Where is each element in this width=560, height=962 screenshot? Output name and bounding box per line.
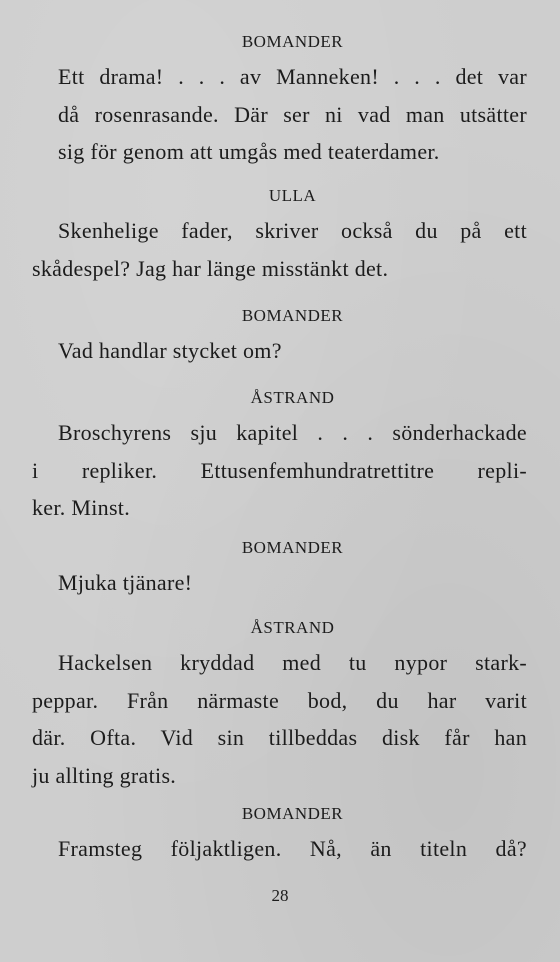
dialogue-line: i repliker. Ettusenfemhundratrettitre repli-: [32, 457, 527, 483]
dialogue-block: [58, 536, 527, 602]
dialogue-block: [32, 184, 527, 287]
speaker-name: ÅSTRAND: [250, 618, 335, 637]
page-number: 28: [271, 886, 289, 905]
dialogue-line: ju allting gratis.: [32, 762, 177, 788]
dialogue-line: då rosenrasande. Där ser ni vad man utsätter: [58, 101, 527, 127]
dialogue-block: [32, 386, 527, 527]
dialogue-line: Mjuka tjänare!: [58, 570, 193, 595]
dialogue-block: [58, 304, 527, 370]
dialogue-line: peppar. Från närmaste bod, du har varit: [32, 687, 527, 713]
speaker-name: BOMANDER: [241, 538, 344, 557]
dialogue-line: Vad handlar stycket om?: [58, 338, 282, 363]
dialogue-block: [32, 616, 527, 794]
dialogue-block: [58, 30, 527, 171]
dialogue-block: [58, 802, 527, 868]
dialogue-line: sig för genom att umgås med teaterdamer.: [58, 139, 440, 164]
dialogue-line: Hackelsen kryddad med tu nypor stark-: [58, 650, 527, 675]
speaker-name: ÅSTRAND: [250, 388, 335, 407]
dialogue-line: där. Ofta. Vid sin tillbeddas disk får han: [32, 725, 527, 750]
speaker-name: ULLA: [268, 186, 317, 205]
speaker-name: BOMANDER: [241, 32, 344, 51]
dialogue-line: Broschyrens sju kapitel . . . sönderhackade: [58, 420, 527, 445]
speaker-name: BOMANDER: [241, 306, 344, 325]
dialogue-line: Framsteg följaktligen. Nå, än titeln då?: [58, 836, 527, 861]
dialogue-line: Skenhelige fader, skriver också du på ett: [58, 218, 527, 243]
dialogue-line: skådespel? Jag har länge misstänkt det.: [32, 255, 389, 281]
dialogue-line: Ett drama! . . . av Manneken! . . . det var: [58, 64, 527, 89]
speaker-name: BOMANDER: [241, 804, 344, 823]
dialogue-line: ker. Minst.: [32, 495, 131, 520]
